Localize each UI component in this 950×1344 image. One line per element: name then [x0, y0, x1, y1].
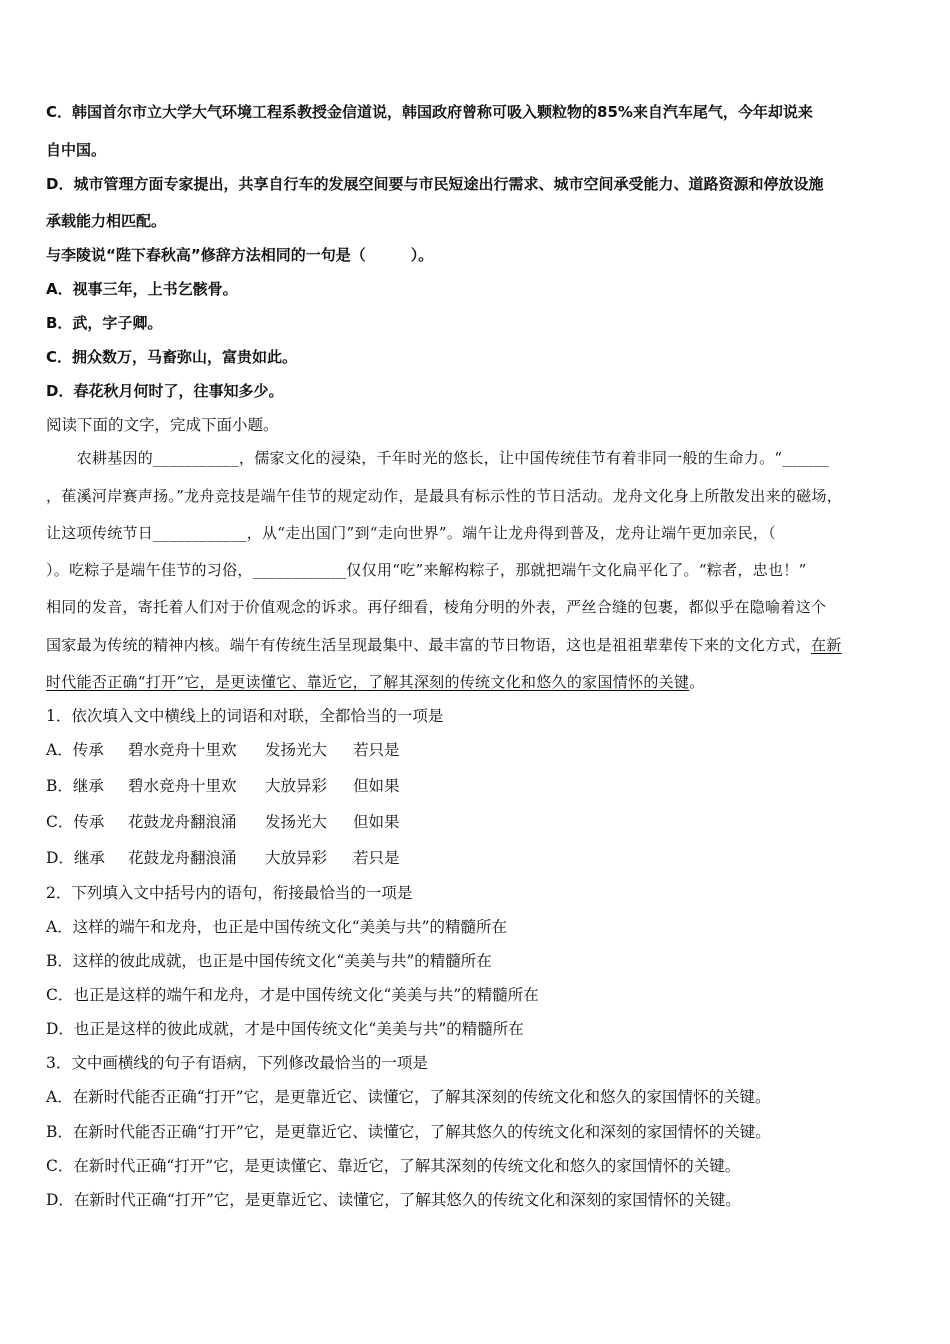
q1-b-word: B．继承 — [46, 777, 104, 795]
passage-line-6 — [46, 635, 842, 655]
q1-a-conj: 若只是 — [353, 741, 400, 759]
q1-b-phrase: 大放异彩 — [265, 777, 328, 795]
q1-b-conj: 但如果 — [353, 777, 400, 795]
rhetoric-option-d: D．春花秋月何时了，往事知多少。 — [46, 382, 284, 400]
rhetoric-option-b: B．武，字子卿。 — [46, 314, 163, 332]
q1-c-conj: 但如果 — [353, 813, 400, 831]
passage-line-3: 让这项传统节日____________，从“走出国门”到“走向世界”。端午让龙舟得到普及，龙舟让端午更加亲民，（ — [46, 524, 776, 542]
question-2-option-a: A．这样的端午和龙舟，也正是中国传统文化“美美与共”的精髓所在 — [46, 918, 508, 936]
reading-instruction: 阅读下面的文字，完成下面小题。 — [46, 416, 279, 434]
passage-underlined-sentence: 时代能否正确“打开”它，是更读懂它、靠近它，了解其深刻的传统文化和悠久的家国情怀的关键 — [46, 673, 690, 691]
prev-option-d-line2: 承载能力相匹配。 — [46, 212, 167, 230]
prev-option-c-line2: 自中国。 — [46, 141, 107, 159]
q1-c-couplet: 花鼓龙舟翻浪涌 — [128, 813, 237, 831]
q1-d-conj: 若只是 — [353, 849, 400, 867]
question-1-stem: 1．依次填入文中横线上的词语和对联，全都恰当的一项是 — [46, 707, 444, 725]
passage-line-7-end: 。 — [689, 673, 705, 691]
q1-a-word: A．传承 — [46, 741, 104, 759]
question-2-option-d: D．也正是这样的彼此成就，才是中国传统文化“美美与共”的精髓所在 — [46, 1020, 524, 1038]
rhetoric-option-c: C．拥众数万，马畜弥山，富贵如此。 — [46, 348, 298, 366]
question-2-option-b: B．这样的彼此成就，也正是中国传统文化“美美与共”的精髓所在 — [46, 952, 492, 970]
q1-a-phrase: 发扬光大 — [265, 741, 328, 759]
question-1-option-d — [46, 848, 400, 868]
question-3-option-d: D．在新时代正确“打开”它，是更靠近它、读懂它，了解其悠久的传统文化和深刻的家国情怀的关键。 — [46, 1191, 741, 1209]
question-1-option-a — [46, 740, 400, 760]
prev-option-d-line1: D．城市管理方面专家提出，共享自行车的发展空间要与市民短途出行需求、城市空间承受能力、道路资源和停放设施 — [46, 175, 824, 193]
question-1-option-c — [46, 812, 400, 832]
q1-d-couplet: 花鼓龙舟翻浪涌 — [128, 849, 237, 867]
passage-line-1: 农耕基因的___________，儒家文化的浸染，千年时光的悠长，让中国传统佳节有着非同一般的生命力。“______ — [46, 449, 830, 467]
prev-option-c-line1: C．韩国首尔市立大学大气环境工程系教授金信道说，韩国政府曾称可吸入颗粒物的85%来自汽车尾气，今年却说来 — [46, 103, 813, 121]
question-3-option-a: A．在新时代能否正确“打开”它，是更靠近它、读懂它，了解其深刻的传统文化和悠久的家国情怀的关键。 — [46, 1088, 771, 1106]
question-3-option-b: B．在新时代能否正确“打开”它，是更靠近它、读懂它，了解其悠久的传统文化和深刻的家国情怀的关键。 — [46, 1123, 771, 1141]
rhetoric-question-stem: 与李陵说“陛下春秋高”修辞方法相同的一句是（ ）。 — [46, 246, 434, 264]
q1-b-couplet: 碧水竞舟十里欢 — [128, 777, 237, 795]
passage-line-4: ）。吃粽子是端午佳节的习俗，____________仅仅用“吃”来解构粽子，那就把端午文化扁平化了。“粽者，忠也！” — [46, 561, 807, 579]
question-3-stem: 3．文中画横线的句子有语病，下列修改最恰当的一项是 — [46, 1054, 428, 1072]
question-2-stem: 2．下列填入文中括号内的语句，衔接最恰当的一项是 — [46, 884, 413, 902]
passage-line-6-text: 国家最为传统的精神内核。端午有传统生活呈现最集中、最丰富的节日物语，这也是祖祖辈辈传下来的文化方式， — [46, 636, 812, 654]
passage-line-7 — [46, 672, 705, 692]
passage-line-2: ，萑溪河岸赛声扬。”龙舟竞技是端午佳节的规定动作，是最具有标示性的节日活动。龙舟文化身上所散发出来的磁场， — [46, 487, 843, 505]
passage-line-5: 相同的发音，寄托着人们对于价值观念的诉求。再仔细看，棱角分明的外表，严丝合缝的包裹，都似乎在隐喻着这个 — [46, 598, 827, 616]
question-1-option-b — [46, 776, 400, 796]
q1-c-word: C．传承 — [46, 813, 105, 831]
question-3-option-c: C．在新时代正确“打开”它，是更读懂它、靠近它，了解其深刻的传统文化和悠久的家国情怀的关键。 — [46, 1157, 741, 1175]
question-2-option-c: C．也正是这样的端午和龙舟，才是中国传统文化“美美与共”的精髓所在 — [46, 986, 539, 1004]
passage-underlined-head: 在新 — [811, 636, 842, 654]
q1-d-phrase: 大放异彩 — [265, 849, 328, 867]
rhetoric-option-a: A．视事三年，上书乞骸骨。 — [46, 280, 238, 298]
q1-d-word: D．继承 — [46, 849, 105, 867]
q1-c-phrase: 发扬光大 — [265, 813, 328, 831]
q1-a-couplet: 碧水竞舟十里欢 — [128, 741, 237, 759]
